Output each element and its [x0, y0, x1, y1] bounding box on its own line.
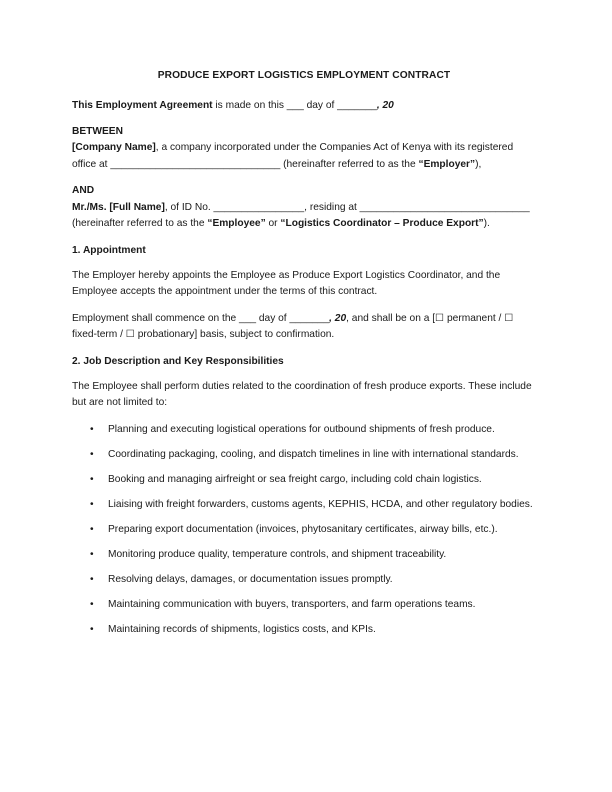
- company-name: [Company Name]: [72, 142, 156, 153]
- list-item-text: Planning and executing logistical operations for outbound shipments of fresh produce.: [108, 423, 495, 435]
- appointment-paragraph-2: [72, 311, 536, 344]
- bullet-icon: •: [90, 423, 94, 435]
- commence-basis: , and shall be on a [☐ permanent / ☐ fixed-term / ☐ probationary] basis, subject to confirmation.: [72, 312, 514, 340]
- list-item: [90, 572, 536, 589]
- employer-label: “Employer”: [418, 158, 476, 170]
- bullet-icon: •: [90, 498, 94, 510]
- bullet-icon: •: [90, 523, 94, 535]
- person-name: Mr./Ms. [Full Name]: [72, 201, 165, 213]
- list-item: [90, 622, 536, 639]
- company-paragraph: [72, 140, 536, 173]
- employee-end: ).: [483, 218, 490, 229]
- list-item-text: Liaising with freight forwarders, customs agents, KEPHIS, HCDA, and other regulatory bodies.: [108, 498, 533, 510]
- intro-year: , 20: [376, 100, 394, 111]
- document-title: PRODUCE EXPORT LOGISTICS EMPLOYMENT CONTRACT: [157, 70, 451, 81]
- coordinator-label: “Logistics Coordinator – Produce Export”: [280, 218, 484, 229]
- bullet-icon: •: [90, 448, 94, 460]
- bullet-icon: •: [90, 623, 94, 635]
- person-text: , of ID No. ________________, residing at ______________________________ (hereinafter referred to as the: [72, 201, 530, 229]
- duties-heading: 2. Job Description and Key Responsibilities: [72, 355, 284, 367]
- company-text: , a company incorporated under the Companies Act of Kenya with its registered office at ______________________________ (hereinafter referred to as the: [72, 142, 514, 170]
- commence-year: , 20: [329, 312, 347, 324]
- agreement-label: This Employment Agreement: [72, 100, 213, 111]
- list-item-text: Monitoring produce quality, temperature controls, and shipment traceability.: [108, 548, 447, 560]
- or-text: or: [265, 218, 281, 229]
- list-item: [90, 472, 536, 489]
- intro-paragraph: [72, 98, 536, 115]
- list-item-text: Coordinating packaging, cooling, and dispatch timelines in line with international standards.: [108, 448, 519, 460]
- bullet-icon: •: [90, 598, 94, 610]
- list-item: [90, 547, 536, 564]
- list-item: [90, 522, 536, 539]
- bullet-icon: •: [90, 548, 94, 560]
- appointment-heading: 1. Appointment: [72, 244, 146, 256]
- list-item: [90, 422, 536, 439]
- employee-label: “Employee”: [207, 218, 266, 229]
- list-item-text: Resolving delays, damages, or documentation issues promptly.: [108, 573, 393, 585]
- list-item-text: Preparing export documentation (invoices, phytosanitary certificates, airway bills, etc.).: [108, 523, 498, 535]
- list-item-text: Maintaining communication with buyers, transporters, and farm operations teams.: [108, 598, 476, 610]
- appointment-paragraph-1: The Employer hereby appoints the Employee as Produce Export Logistics Coordinator, and the Employee accepts the appointment under the terms of this contract.: [72, 269, 501, 297]
- list-item: [90, 597, 536, 614]
- list-item: [90, 497, 536, 514]
- responsibilities-list: [72, 422, 536, 639]
- duties-intro: The Employee shall perform duties related to the coordination of fresh produce exports. These include but are not limited to:: [72, 380, 532, 408]
- and-heading: AND: [72, 185, 95, 196]
- bullet-icon: •: [90, 473, 94, 485]
- employee-paragraph: [72, 200, 536, 233]
- list-item-text: Booking and managing airfreight or sea freight cargo, including cold chain logistics.: [108, 473, 482, 485]
- list-item-text: Maintaining records of shipments, logistics costs, and KPIs.: [108, 623, 376, 635]
- intro-text: is made on this ___ day of _______: [212, 100, 377, 111]
- list-item: [90, 447, 536, 464]
- employer-end: ),: [475, 158, 482, 170]
- between-heading: BETWEEN: [72, 125, 123, 137]
- bullet-icon: •: [90, 573, 94, 585]
- commence-text: Employment shall commence on the ___ day of _______: [72, 312, 330, 324]
